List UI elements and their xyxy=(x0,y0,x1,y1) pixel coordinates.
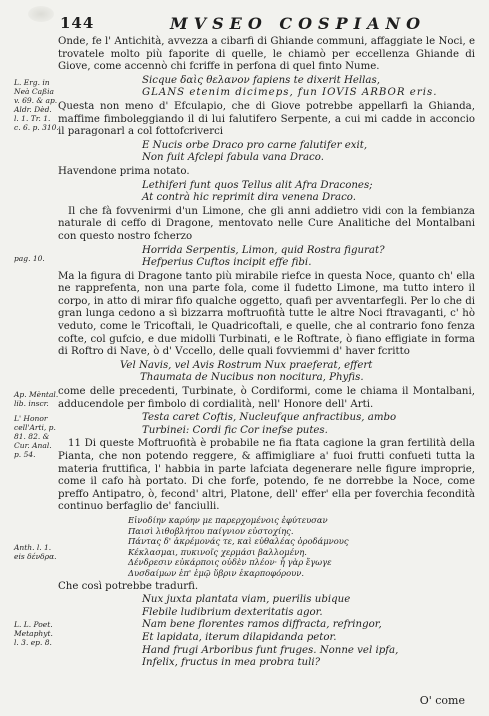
verse-line: Κέκλασμαι, πυκινοῖς χερμάσι βαλλομένη. xyxy=(128,546,307,557)
verse-line: Et lapidata, iterum dilapidanda petor. xyxy=(142,631,337,643)
page-header xyxy=(60,14,469,36)
margin-note: pag. 10. xyxy=(14,254,45,263)
verse-line: E Nucis orbe Draco pro carne falutifer exit, xyxy=(142,139,368,151)
verse xyxy=(142,75,475,100)
page-number: 144 xyxy=(60,14,95,32)
margin-note: Ap. Mèntal. lib. inscr. xyxy=(14,390,59,408)
paragraph: come delle precedenti, Turbinate, ò Cordiformi, come le chiama il Montalbani, adducendole per fimbolo di cordialità, nell' Honore dell' Arti. xyxy=(58,386,475,410)
verse-line: Non fuit Afclepi fabula vana Draco. xyxy=(142,152,324,164)
running-title: MVSEO COSPIANO xyxy=(170,14,427,33)
verse-line: Nux juxta plantata viam, puerilis ubique xyxy=(142,594,351,606)
verse-line: Hand frugi Arboribus funt fruges. Nonne vel ipfa, xyxy=(142,644,399,656)
margin-note: L. L. Poet. Metaphyt. l. 3. ep. 8. xyxy=(14,620,53,647)
verse-line: Εἰνοδίην καρύην με παρερχομένοις ἐφύτευσαν xyxy=(128,514,328,525)
margin-note: L' Honor cell'Arti, p. 81. 82. & Cur. Anal. p. 54. xyxy=(14,414,56,459)
verse-line: Nam bene florentes ramos diffracta, refringor, xyxy=(142,619,382,631)
verse-line: Hefperius Cuftos incipit effe fibi. xyxy=(142,257,312,269)
paragraph: 11 Di queste Moftruofità è probabile ne fia ftata cagione la gran fertilità della Pianta, che non potendo reggere, & affimigliare a' fuoi frutti confueti tutta la materia fruttifica, l' habbia in parte lafciata degenerare nelle figure improprie, come il cafo hà portato. Di che forfe, potendo, fe ne dorrebbe la Noce, come preffo Antipatro, ò, fecond' altri, Platone, dell' effer' ella per foverchia fecondità continuo berfaglio de' fanciulli. xyxy=(58,438,475,513)
verse xyxy=(142,180,475,205)
verse-line: Flebile ludibrium dexteritatis agor. xyxy=(142,606,323,618)
verse-line: Infelix, fructus in mea probra tuli? xyxy=(142,657,321,669)
greek-epigram xyxy=(128,515,475,579)
verse-line: Δυσδαίμων ἐπ' ἐμῷ ὕβριν ἐκαρποφόρουν. xyxy=(128,567,304,578)
paragraph: Onde, fe l' Antichità, avvezza a cibarfi di Ghiande communi, affaggiate le Noci, e trovatele molto più faporite di quelle, le chiamò per eccellenza Ghiande di Giove, come accennò chi fcriffe in perfona di quel finto Nume. xyxy=(58,36,475,73)
paragraph: Questa non meno d' Efculapio, che di Giove potrebbe appellarfi la Ghianda, maffime fimboleggiando il di lui falutifero Serpente, a cui mi cadde in acconcio il paragonarl a col fottofcriverci xyxy=(58,100,475,138)
verse-line: Thaumata de Nucibus non nocitura, Phyfis. xyxy=(140,372,364,384)
verse xyxy=(142,245,475,270)
margin-note: Anth. l. 1. eis δένδρα. xyxy=(14,543,57,561)
paper-stain xyxy=(28,6,54,22)
verse-line: Lethiferi funt quos Tellus alit Afra Dracones; xyxy=(142,179,373,191)
verse-line: Sicque δαὶς θελανον fapiens te dixerit Hellas, xyxy=(142,74,380,86)
paragraph: Il che fà fovvenirmi d'un Limone, che gli anni addietro vidi con la fembianza naturale di ceffo di Dragone, mentovato nelle Cure Analitiche del Montalbani con questo nostro fcherzo xyxy=(58,205,475,242)
verse-line: Horrida Serpentis, Limon, quid Rostra figurat? xyxy=(142,244,385,256)
verse-line: Vel Navis, vel Avis Rostrum Nux praeferat, effert xyxy=(120,359,373,371)
paragraph: Havendone prima notato. xyxy=(58,165,190,177)
verse-line: Turbinei: Cordi fic Cor inefse putes. xyxy=(142,424,328,436)
paragraph: Ma la figura di Dragone tanto più mirabile riefce in questa Noce, quanto ch' ella ne rapprefenta, non una parte fola, come il fudetto Limone, ma tutto intero il corpo, in atto di mirar fifo qualche oggetto, quafi per avventarfegli. Per lo che di gran lunga cedono a sì bizzarra moftruofità tutte le altre Noci ftravaganti, c' hò veduto, come le Tricoftali, le Quadricoftali, e quelle, che al contrario fono fenza cofte, col gufcio, e due midolli Turbinati, e le Roftrate, ò fiano effigiate in forma di Roftro di Nave, ò d' Vccello, delle quali fovviemmi d' haver fcritto xyxy=(58,270,475,358)
verse-line: Πάντας δ' ἀκρέμονάς τε, καὶ εὐθαλέας ὀροδάμνους xyxy=(128,536,349,547)
margin-note: L. Erg. in Neà Caßia v. 69. & ap. Aldr. Dèd. l. 1. Tr. 1. c. 6. p. 310. xyxy=(14,78,59,132)
verse xyxy=(142,594,475,670)
paragraph: Che così potrebbe tradurfi. xyxy=(58,580,199,592)
verse-line: Testa caret Coftis, Nucleufque anfractibus, ambo xyxy=(142,412,397,424)
verse xyxy=(120,360,475,385)
catchword: O' come xyxy=(419,694,465,707)
verse-line: At contrà hic reprimit dira venena Draco. xyxy=(142,192,356,204)
verse xyxy=(142,140,475,165)
verse xyxy=(142,412,475,437)
verse-line: GLANS etenim dicimeps, fun IOVIS ARBOR eris. xyxy=(142,87,438,99)
main-text xyxy=(58,36,475,671)
verse-line: Παισὶ λιθοβλήτου παίγνιον εὐστοχίης. xyxy=(128,525,294,536)
verse-line: Δένδρεσιν εὐκάρποις οὐδὲν πλέον· ἦ γὰρ ἔγωγε xyxy=(128,557,332,568)
